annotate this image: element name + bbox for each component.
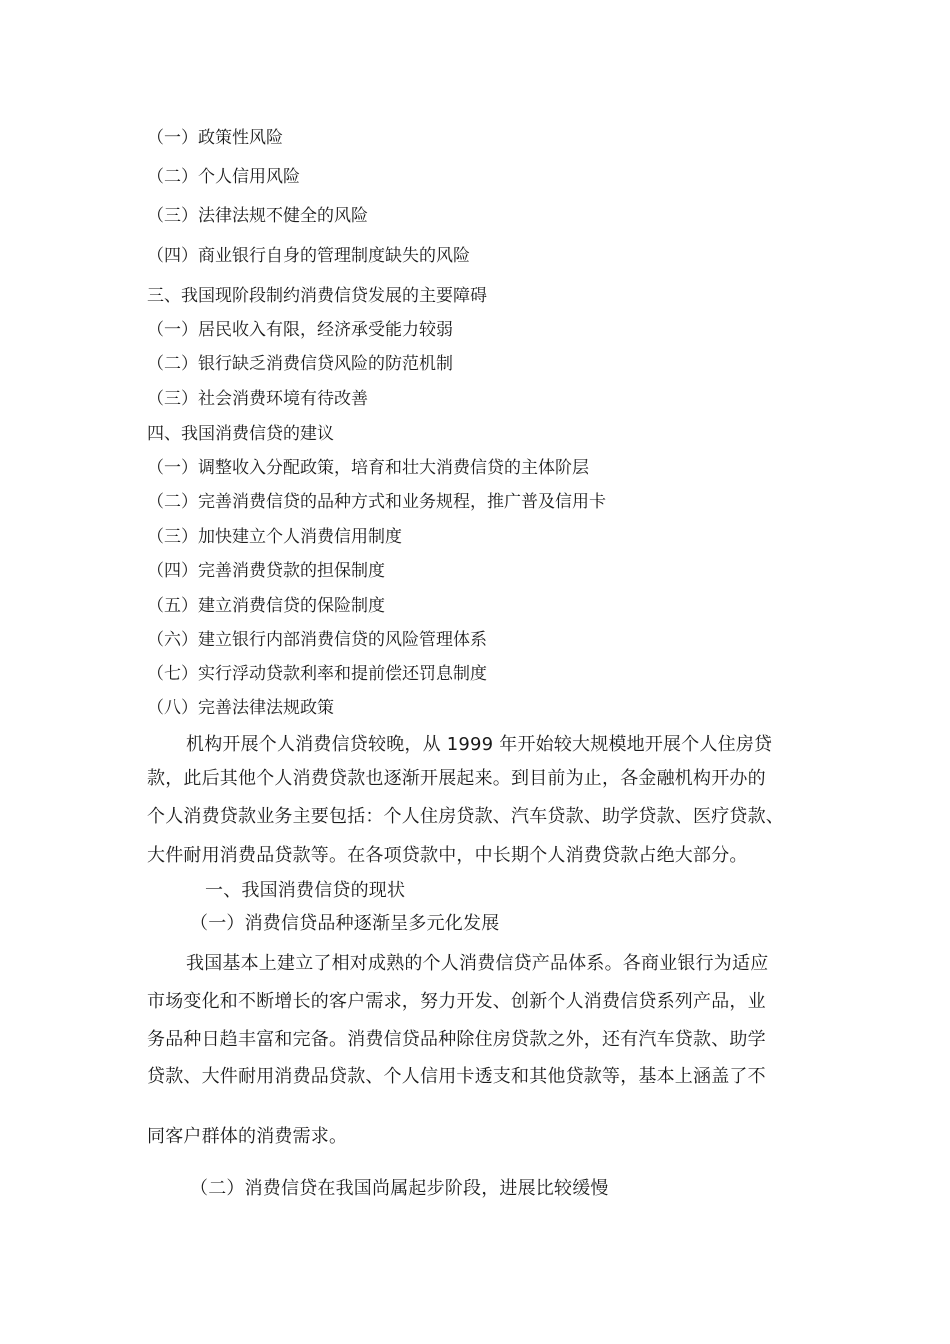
subsection-heading: （一）消费信贷品种逐渐呈多元化发展 bbox=[190, 913, 500, 934]
section-heading: 一、我国消费信贷的现状 bbox=[205, 880, 406, 901]
paragraph-line: 我国基本上建立了相对成熟的个人消费信贷产品体系。各商业银行为适应 bbox=[186, 953, 769, 974]
outline-item: （一）调整收入分配政策，培育和壮大消费信贷的主体阶层 bbox=[147, 458, 589, 478]
outline-item: （五）建立消费信贷的保险制度 bbox=[147, 596, 385, 616]
paragraph-line: 务品种日趋丰富和完备。消费信贷品种除住房贷款之外，还有汽车贷款、助学 bbox=[147, 1029, 766, 1050]
paragraph-line: 款，此后其他个人消费贷款也逐渐开展起来。到目前为止，各金融机构开办的 bbox=[147, 768, 766, 789]
outline-item: （二）个人信用风险 bbox=[147, 167, 300, 187]
paragraph-line: 大件耐用消费品贷款等。在各项贷款中，中长期个人消费贷款占绝大部分。 bbox=[147, 845, 748, 866]
outline-item: （一）居民收入有限，经济承受能力较弱 bbox=[147, 320, 453, 340]
outline-item: （二）完善消费信贷的品种方式和业务规程，推广普及信用卡 bbox=[147, 492, 606, 512]
outline-item: （二）银行缺乏消费信贷风险的防范机制 bbox=[147, 354, 453, 374]
outline-item: （七）实行浮动贷款利率和提前偿还罚息制度 bbox=[147, 664, 487, 684]
outline-item: （三）加快建立个人消费信用制度 bbox=[147, 527, 402, 547]
subsection-heading: （二）消费信贷在我国尚属起步阶段，进展比较缓慢 bbox=[190, 1178, 609, 1199]
outline-item: （三）法律法规不健全的风险 bbox=[147, 206, 368, 226]
section-heading: 三、我国现阶段制约消费信贷发展的主要障碍 bbox=[147, 286, 487, 306]
paragraph-line: 个人消费贷款业务主要包括：个人住房贷款、汽车贷款、助学贷款、医疗贷款、 bbox=[147, 806, 784, 827]
paragraph-line: 同客户群体的消费需求。 bbox=[147, 1126, 348, 1147]
paragraph-line: 市场变化和不断增长的客户需求，努力开发、创新个人消费信贷系列产品，业 bbox=[147, 991, 766, 1012]
outline-item: （四）商业银行自身的管理制度缺失的风险 bbox=[147, 246, 470, 266]
outline-item: （八）完善法律法规政策 bbox=[147, 698, 334, 718]
outline-item: （一）政策性风险 bbox=[147, 128, 283, 148]
outline-item: （三）社会消费环境有待改善 bbox=[147, 389, 368, 409]
paragraph-line: 贷款、大件耐用消费品贷款、个人信用卡透支和其他贷款等，基本上涵盖了不 bbox=[147, 1066, 766, 1087]
section-heading: 四、我国消费信贷的建议 bbox=[147, 424, 334, 444]
outline-item: （六）建立银行内部消费信贷的风险管理体系 bbox=[147, 630, 487, 650]
outline-item: （四）完善消费贷款的担保制度 bbox=[147, 561, 385, 581]
paragraph-line: 机构开展个人消费信贷较晚，从 1999 年开始较大规模地开展个人住房贷 bbox=[186, 734, 773, 755]
